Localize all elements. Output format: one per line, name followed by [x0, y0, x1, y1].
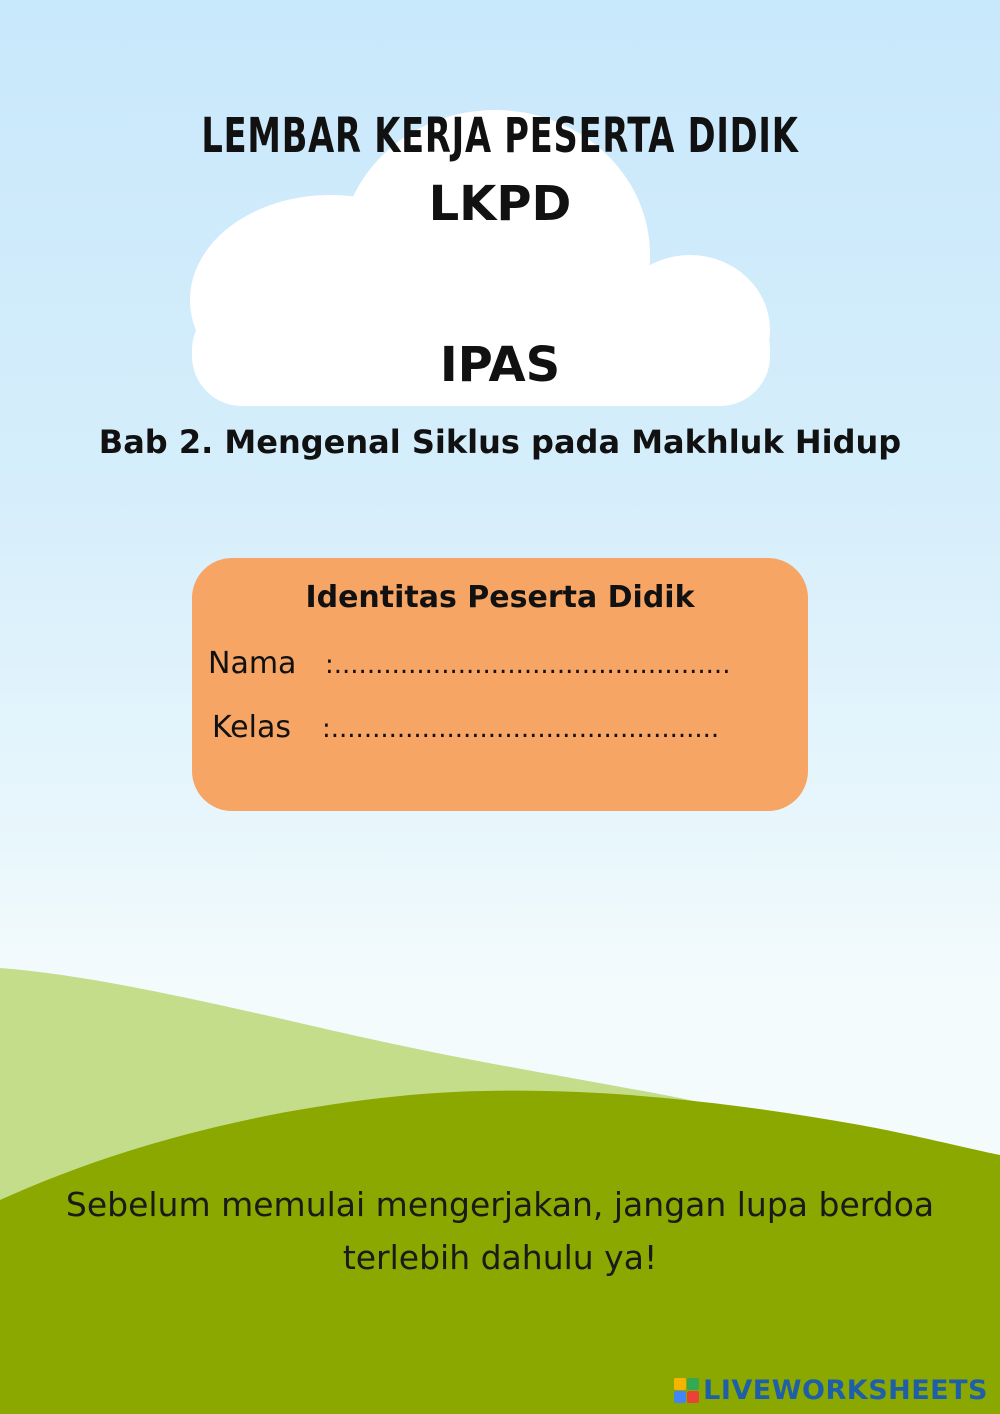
class-label: Kelas [212, 710, 291, 745]
name-label: Nama [208, 646, 297, 681]
identity-card-title: Identitas Peserta Didik [305, 580, 695, 615]
name-field[interactable]: :................................................ [325, 650, 731, 680]
prayer-reminder-line1: Sebelum memulai mengerjakan, jangan lupa berdoa [65, 1185, 935, 1224]
liveworksheets-logo-icon [674, 1378, 699, 1403]
liveworksheets-watermark[interactable] [674, 1375, 988, 1406]
watermark-text: LIVEWORKSHEETS [703, 1375, 988, 1406]
worksheet-title: LEMBAR KERJA PESERTA DIDIK [201, 108, 799, 164]
identity-card [192, 558, 808, 811]
worksheet-abbreviation: LKPD [428, 176, 572, 232]
prayer-reminder [0, 1178, 1000, 1284]
class-field[interactable]: :............................................... [322, 714, 720, 744]
chapter-title: Bab 2. Mengenal Siklus pada Makhluk Hidup [98, 423, 902, 461]
prayer-reminder-line2: terlebih dahulu ya! [342, 1238, 658, 1277]
subject-title: IPAS [439, 337, 561, 393]
